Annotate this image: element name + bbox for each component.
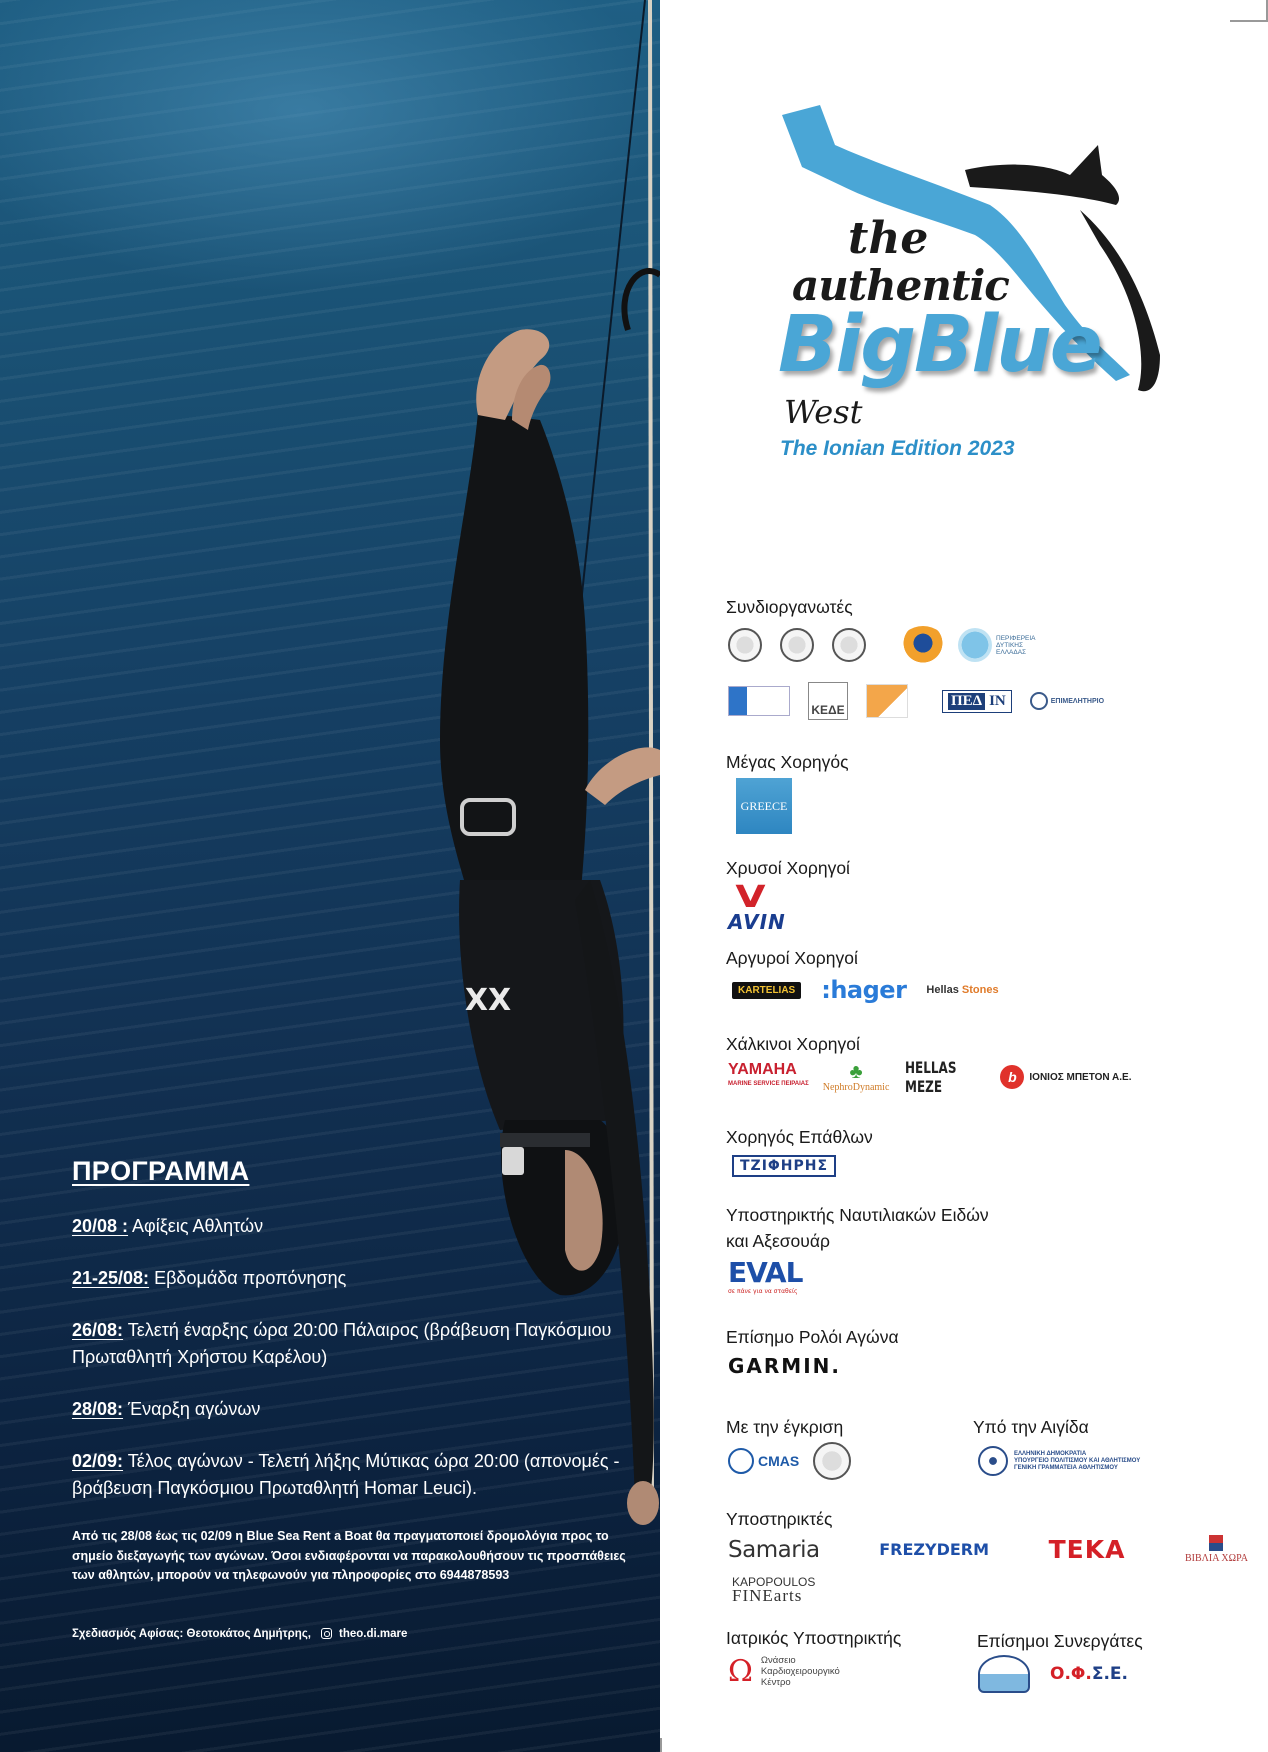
instagram-icon bbox=[321, 1628, 332, 1639]
program-text: Τέλος αγώνων - Τελετή λήξης Μύτικας ώρα 20:00 (απονομές - βράβευση Παγκόσμιου Πρωταθλητή Homar Leuci). bbox=[72, 1451, 620, 1498]
onasseio-text: Κέντρο bbox=[760, 1677, 791, 1688]
ofse-logo bbox=[1050, 1664, 1128, 1684]
program-title: ΠΡΟΓΡΑΜΜΑ bbox=[72, 1156, 250, 1186]
ionios-beton-logo bbox=[1000, 1065, 1131, 1089]
blue-sea-boat-logo bbox=[978, 1655, 1030, 1693]
ionios-icon: b bbox=[1000, 1065, 1024, 1089]
western-greece-logo bbox=[958, 628, 1036, 662]
municipality-seal-icon bbox=[780, 628, 814, 662]
grand-sponsor-row bbox=[736, 778, 792, 834]
ministry-text: ΕΛΛΗΝΙΚΗ ΔΗΜΟΚΡΑΤΙΑ bbox=[1014, 1450, 1087, 1457]
omega-icon: Ω bbox=[728, 1653, 753, 1689]
cmas-logo bbox=[728, 1448, 799, 1474]
onasseio-text: Καρδιοχειρουργικό bbox=[760, 1666, 840, 1677]
poster-credit bbox=[72, 1628, 632, 1640]
cmas-text: CMAS bbox=[758, 1453, 800, 1469]
samaria-logo: Samaria bbox=[728, 1536, 820, 1563]
crop-mark bbox=[1230, 0, 1268, 22]
program-text: Τελετή έναρξης ώρα 20:00 Πάλαιρος (βράβευση Παγκόσμιου Πρωταθλητή Χρήστου Καρέλου) bbox=[72, 1320, 612, 1367]
auspices-row bbox=[978, 1446, 1140, 1476]
onasseio-logo bbox=[728, 1655, 840, 1688]
avin-logo bbox=[728, 880, 786, 934]
ionios-text: ΙΟΝΙΟΣ ΜΠΕΤΟΝ Α.Ε. bbox=[1029, 1071, 1132, 1083]
greece-logo: GREECE bbox=[736, 778, 792, 834]
official-partners-title: Επίσημοι Συνεργάτες bbox=[977, 1631, 1143, 1651]
frezyderm-logo: FREZYDERM bbox=[879, 1540, 990, 1559]
chamber-logo bbox=[1030, 692, 1104, 710]
program-item bbox=[72, 1448, 632, 1502]
western-greece-text: ΔΥΤΙΚΗΣ bbox=[996, 641, 1024, 649]
kartelias-logo: KARTELIAS bbox=[732, 982, 801, 999]
greek-emblem-icon bbox=[978, 1446, 1008, 1476]
federation-seal-icon bbox=[813, 1442, 851, 1480]
program-text: Αφίξεις Αθλητών bbox=[128, 1216, 264, 1236]
ministry-logo bbox=[978, 1446, 1140, 1476]
program-item bbox=[72, 1265, 632, 1292]
yamaha-subtext: MARINE SERVICE ΠΕΙΡΑΙΑΣ bbox=[728, 1081, 809, 1087]
program-item bbox=[72, 1317, 632, 1371]
vivlia-xora-text: ΒΙΒΛΙΑ ΧΩΡΑ bbox=[1185, 1553, 1248, 1564]
grand-sponsor-title: Μέγας Χορηγός bbox=[726, 752, 849, 772]
lanyard-hook bbox=[624, 271, 660, 330]
ofse-text: Σ.Ε. bbox=[1091, 1664, 1128, 1684]
nautical-supporter-row bbox=[728, 1258, 802, 1296]
bronze-sponsors-title: Χάλκινοι Χορηγοί bbox=[726, 1034, 860, 1054]
program-item bbox=[72, 1396, 632, 1423]
approval-row bbox=[728, 1442, 869, 1480]
vivlia-xora-icon bbox=[1209, 1535, 1223, 1551]
diver-hand-upper bbox=[585, 747, 660, 805]
neck-weight bbox=[500, 1133, 590, 1147]
program-date: 20/08 : bbox=[72, 1216, 129, 1236]
logo-edition: The Ionian Edition 2023 bbox=[780, 437, 1015, 460]
hellas-stones-text: Stones bbox=[961, 984, 999, 996]
cmas-anchor-icon bbox=[728, 1448, 754, 1474]
gold-sponsors-title: Χρυσοί Χορηγοί bbox=[726, 858, 850, 878]
program-date: 21-25/08: bbox=[72, 1268, 150, 1288]
official-watch-row bbox=[728, 1354, 841, 1378]
program-text: Έναρξη αγώνων bbox=[123, 1399, 261, 1419]
nephrodynamic-text: NephroDynamic bbox=[822, 1081, 890, 1093]
yamaha-logo bbox=[728, 1063, 809, 1091]
official-partners-row bbox=[978, 1655, 1128, 1693]
hager-logo: :hager bbox=[821, 976, 907, 1004]
co-organizers-title: Συνδιοργανωτές bbox=[726, 597, 853, 617]
chamber-icon bbox=[1030, 692, 1048, 710]
program-section bbox=[72, 1156, 632, 1640]
pedin-text: ΠΕΔ bbox=[948, 693, 985, 710]
event-logo bbox=[720, 95, 1220, 475]
municipality-seal-icon bbox=[728, 628, 762, 662]
suit-brand-mark: XX bbox=[464, 983, 512, 1018]
co-organizers-row-2 bbox=[728, 682, 1104, 720]
kede-logo: ΚΕΔΕ bbox=[808, 682, 848, 720]
chamber-text: ΕΠΙΜΕΛΗΤΗΡΙΟ bbox=[1050, 697, 1105, 705]
auspices-title: Υπό την Αιγίδα bbox=[973, 1417, 1089, 1437]
co-organizers-row-1 bbox=[728, 626, 1036, 664]
western-greece-text: ΕΛΛΑΔΑΣ bbox=[996, 648, 1027, 656]
medical-supporter-row bbox=[728, 1655, 840, 1688]
onasseio-text: Ωνάσειο bbox=[760, 1655, 796, 1666]
silver-sponsors-row bbox=[732, 976, 999, 1004]
silver-sponsors-title: Αργυροί Χορηγοί bbox=[726, 948, 858, 968]
logo-word-west: West bbox=[784, 393, 863, 431]
kidney-icon: ♣ bbox=[849, 1060, 863, 1083]
awards-sponsor-row bbox=[732, 1155, 836, 1177]
western-greece-icon bbox=[958, 628, 992, 662]
teka-logo: TEKA bbox=[1048, 1535, 1126, 1564]
credit-text: Σχεδιασμός Αφίσας: Θεοτοκάτος Δημήτρης, bbox=[72, 1627, 311, 1640]
garmin-logo: GARMIN. bbox=[728, 1354, 841, 1378]
awards-sponsor-title: Χορηγός Επάθλων bbox=[726, 1127, 873, 1147]
ministry-text: ΥΠΟΥΡΓΕΙΟ ΠΟΛΙΤΙΣΜΟΥ ΚΑΙ ΑΘΛΗΤΙΣΜΟΥ bbox=[1014, 1457, 1141, 1464]
instagram-handle[interactable]: theo.di.mare bbox=[339, 1627, 408, 1640]
finearts-text: FINEarts bbox=[732, 1586, 803, 1605]
avin-text: AVIN bbox=[728, 910, 786, 934]
kapopoulos-logo bbox=[732, 1575, 815, 1603]
eval-text: EVAL bbox=[728, 1256, 803, 1289]
eval-tagline: σε πάνε για να σταθείς bbox=[728, 1288, 798, 1295]
municipality-seal-icon bbox=[832, 628, 866, 662]
hellas-stones-logo bbox=[926, 984, 998, 996]
logo-word-the: the bbox=[848, 213, 929, 264]
program-date: 26/08: bbox=[72, 1320, 124, 1340]
program-item bbox=[72, 1213, 632, 1240]
kapopoulos-text: KAPOPOULOS bbox=[732, 1575, 816, 1589]
nephrodynamic-logo bbox=[823, 1062, 890, 1093]
nautical-supporter-title-2: και Αξεσουάρ bbox=[726, 1231, 830, 1251]
bronze-sponsors-row bbox=[728, 1058, 1132, 1096]
official-watch-title: Επίσημο Ρολόι Αγώνα bbox=[726, 1327, 899, 1347]
pedin-logo bbox=[942, 690, 1012, 713]
ofse-text: Ο.Φ. bbox=[1050, 1664, 1092, 1684]
logo-word-authentic: authentic bbox=[792, 261, 1009, 310]
boat-service-note: Από τις 28/08 έως τις 02/09 η Blue Sea Rent a Boat θα πραγματοποιεί δρομολόγια προς το σημείο διεξαγωγής των αγώνων. Όσοι ενδιαφέρονται να παρακολουθήσουν τις προσπάθειες των αθλητών, μπορούν να τηλεφωνούν για πληροφορίες στο 6944878593 bbox=[72, 1529, 626, 1582]
tzifiris-logo: ΤΖΙΦΗΡΗΣ bbox=[732, 1155, 836, 1177]
region-logo-icon bbox=[900, 626, 946, 664]
hellas-stones-text: Hellas bbox=[926, 984, 959, 996]
program-date: 02/09: bbox=[72, 1451, 124, 1471]
yamaha-text: YAMAHA bbox=[728, 1061, 797, 1078]
approval-title: Με την έγκριση bbox=[726, 1417, 844, 1437]
logo-word-bigblue: BigBlue bbox=[778, 300, 1101, 390]
nautical-supporter-title-1: Υποστηρικτής Ναυτιλιακών Ειδών bbox=[726, 1205, 989, 1225]
sports-logo-icon bbox=[866, 684, 908, 718]
medical-supporter-title: Ιατρικός Υποστηρικτής bbox=[726, 1628, 902, 1648]
supporters-row-1 bbox=[728, 1535, 1248, 1564]
western-greece-text: ΠΕΡΙΦΕΡΕΙΑ bbox=[996, 634, 1036, 642]
eval-logo bbox=[728, 1258, 802, 1296]
vivlia-xora-logo bbox=[1185, 1535, 1248, 1564]
pedin-text: IN bbox=[989, 692, 1006, 709]
ionian-region-logo bbox=[728, 686, 790, 716]
program-date: 28/08: bbox=[72, 1399, 124, 1419]
supporters-row-2 bbox=[732, 1575, 815, 1603]
supporters-title: Υποστηρικτές bbox=[726, 1509, 833, 1529]
avin-mark-icon: V bbox=[735, 880, 766, 915]
hellas-meze-logo: HELLAS ΜΕΖΕ bbox=[905, 1058, 957, 1096]
program-text: Εβδομάδα προπόνησης bbox=[149, 1268, 347, 1288]
sponsors-panel bbox=[660, 0, 1268, 1752]
crop-mark bbox=[660, 1738, 674, 1752]
lanyard-line bbox=[575, 0, 645, 660]
ministry-text: ΓΕΝΙΚΗ ΓΡΑΜΜΑΤΕΙΑ ΑΘΛΗΤΙΣΜΟΥ bbox=[1014, 1464, 1118, 1471]
